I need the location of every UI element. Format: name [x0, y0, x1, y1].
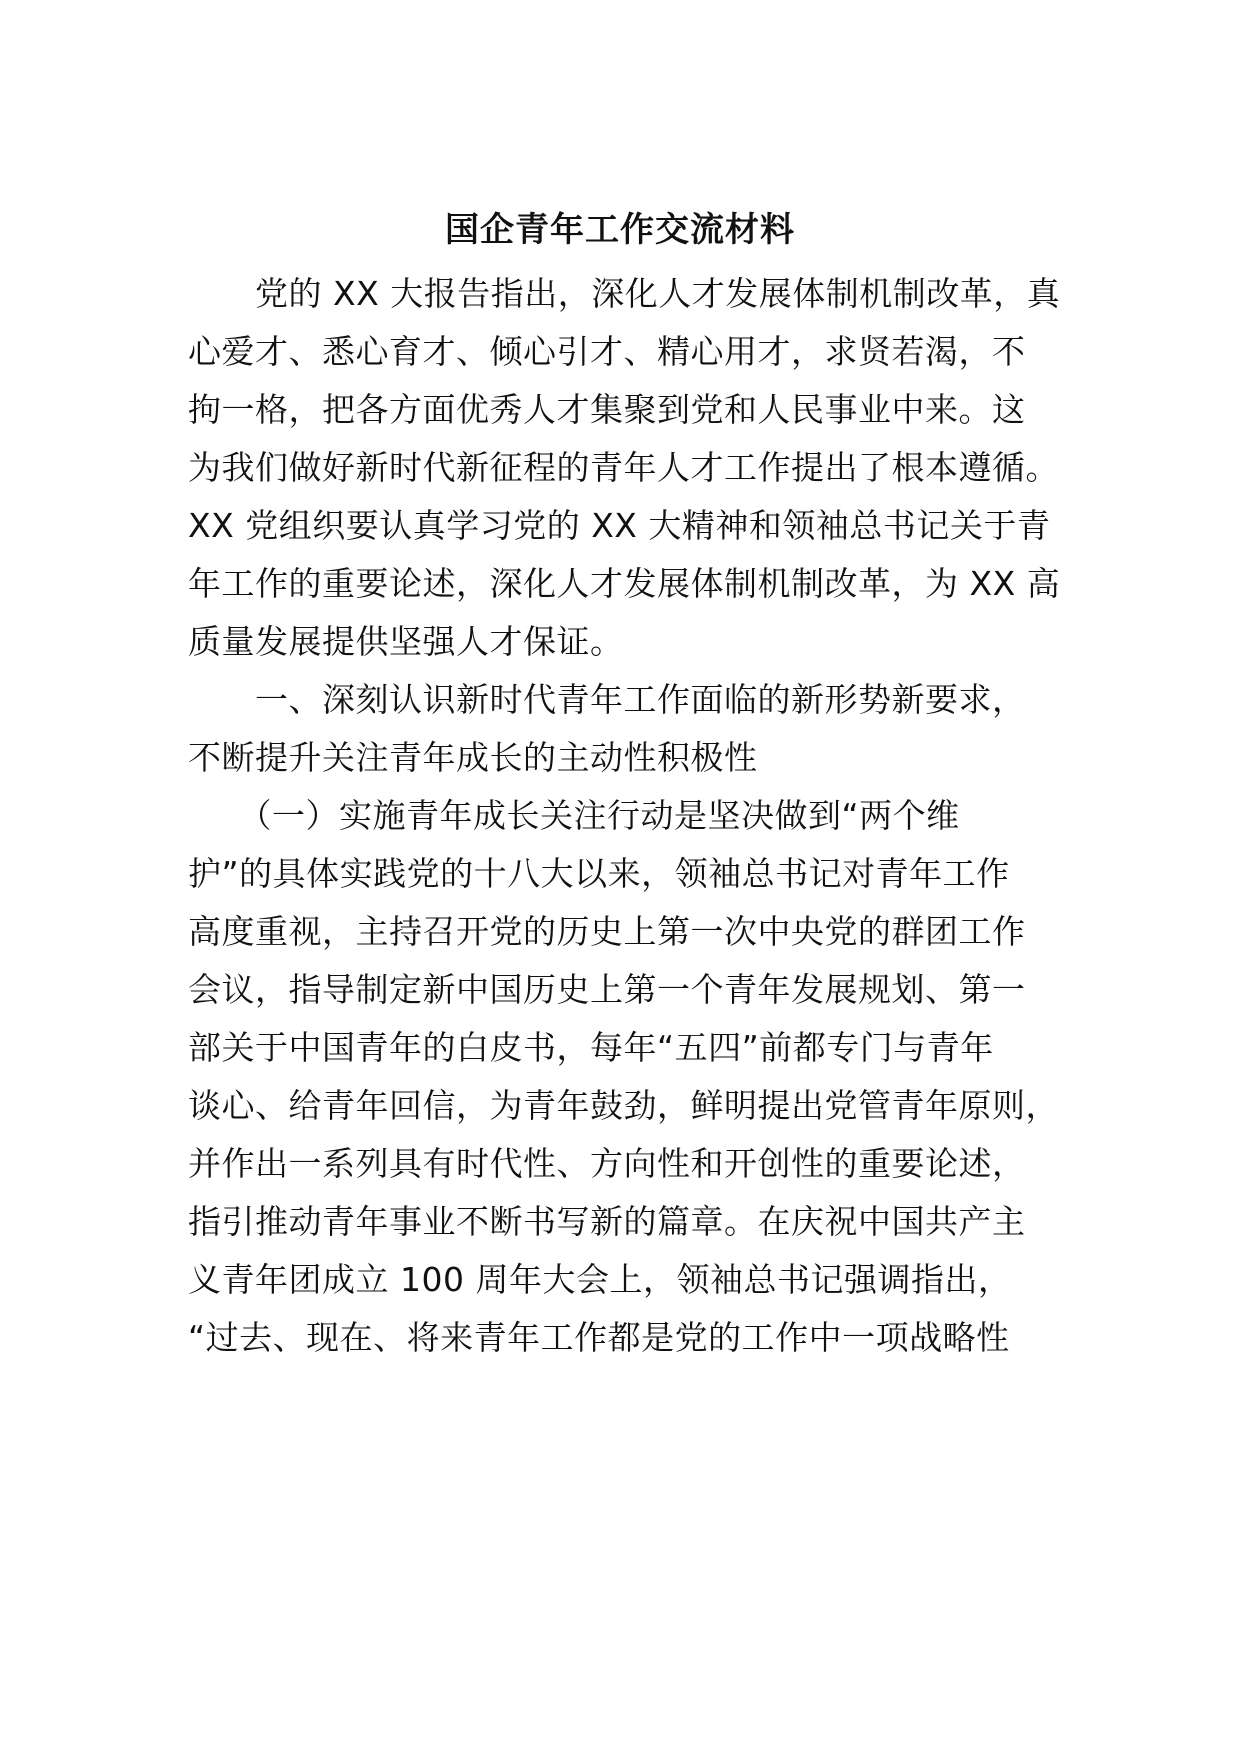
- body-line-16: 并作出一系列具有时代性、方向性和开创性的重要论述，: [188, 1144, 1026, 1183]
- body-line-15: 谈心、给青年回信，为青年鼓劲，鲜明提出党管青年原则，: [188, 1086, 1059, 1125]
- body-line-19: “过去、现在、将来青年工作都是党的工作中一项战略性: [188, 1318, 1010, 1357]
- body-line-13: 会议，指导制定新中国历史上第一个青年发展规划、第一: [188, 970, 1026, 1009]
- body-line-4: 为我们做好新时代新征程的青年人才工作提出了根本遵循。: [188, 448, 1059, 487]
- body-line-2: 心爱才、悉心育才、倾心引才、精心用才，求贤若渴，不: [188, 332, 1026, 371]
- body-line-18: 义青年团成立 100 周年大会上，领袖总书记强调指出，: [188, 1260, 1012, 1299]
- section-heading-line-1: 一、深刻认识新时代青年工作面临的新形势新要求，: [188, 680, 1026, 719]
- body-line-14: 部关于中国青年的白皮书，每年“五四”前都专门与青年: [188, 1028, 994, 1067]
- body-line-12: 高度重视，主持召开党的历史上第一次中央党的群团工作: [188, 912, 1026, 951]
- body-line-5: XX 党组织要认真学习党的 XX 大精神和领袖总书记关于青: [188, 506, 1051, 545]
- body-line-1: 党的 XX 大报告指出，深化人才发展体制机制改革，真: [188, 274, 1061, 313]
- body-line-6: 年工作的重要论述，深化人才发展体制机制改革，为 XX 高: [188, 564, 1061, 603]
- subsection-line-1: （一）实施青年成长关注行动是坚决做到“两个维: [188, 796, 960, 835]
- body-line-3: 拘一格，把各方面优秀人才集聚到党和人民事业中来。这: [188, 390, 1026, 429]
- document-title: 国企青年工作交流材料: [445, 210, 795, 250]
- body-line-17: 指引推动青年事业不断书写新的篇章。在庆祝中国共产主: [188, 1202, 1026, 1241]
- body-line-11: 护”的具体实践党的十八大以来，领袖总书记对青年工作: [188, 854, 1010, 893]
- section-heading-line-2: 不断提升关注青年成长的主动性积极性: [188, 738, 758, 777]
- body-line-7: 质量发展提供坚强人才保证。: [188, 622, 624, 661]
